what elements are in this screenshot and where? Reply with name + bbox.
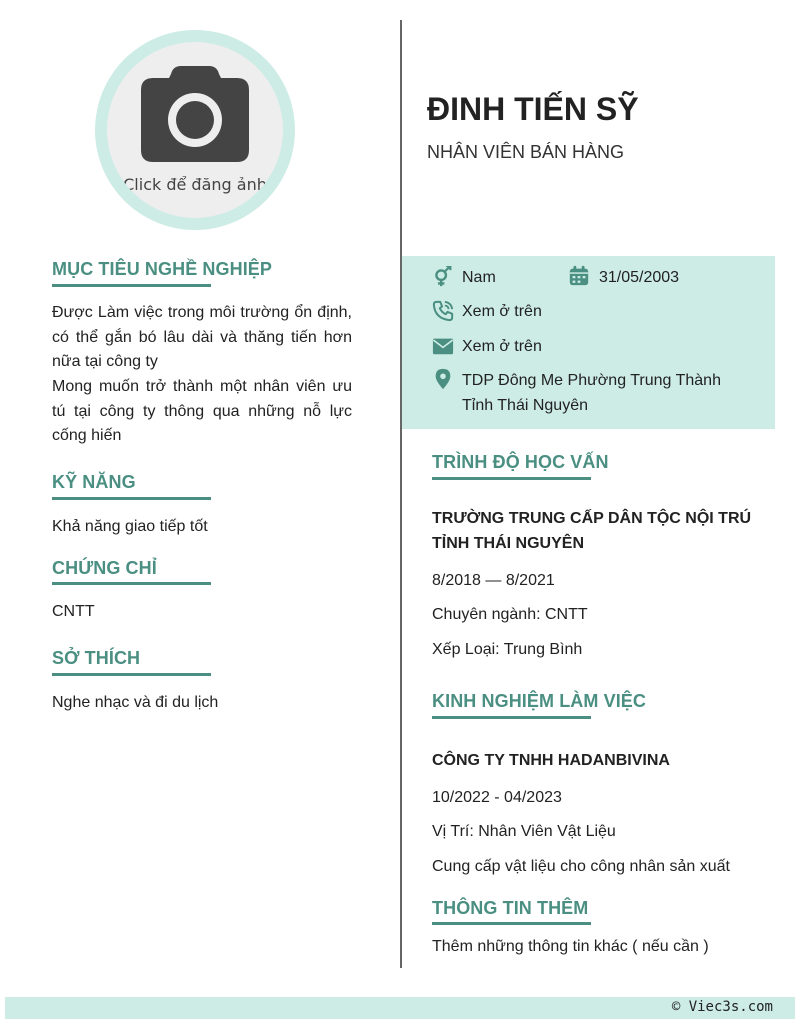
contact-panel <box>402 256 775 429</box>
education-major: Chuyên ngành: CNTT <box>432 606 588 623</box>
experience-underline <box>432 716 591 719</box>
hobbies-text: Nghe nhạc và đi du lịch <box>52 694 219 711</box>
candidate-job-title: NHÂN VIÊN BÁN HÀNG <box>427 142 625 162</box>
skills-text: Khả năng giao tiếp tốt <box>52 518 208 535</box>
hobbies-title: SỞ THÍCH <box>52 648 141 668</box>
education-grade: Xếp Loại: Trung Bình <box>432 641 583 658</box>
education-underline <box>432 477 591 480</box>
additional-info-title: THÔNG TIN THÊM <box>432 898 589 918</box>
camera-icon <box>141 66 249 162</box>
calendar-icon <box>568 265 590 287</box>
objective-line-2: Mong muốn trở thành một nhân viên ưu tú tại công ty thông qua những nỗ lực cống hiến <box>52 378 352 445</box>
address-line-1: TDP Đông Me Phường Trung Thành <box>462 372 721 389</box>
experience-description: Cung cấp vật liệu cho công nhân sản xuất <box>432 858 730 875</box>
avatar-upload-area[interactable] <box>107 42 283 218</box>
school-name-line-1: TRƯỜNG TRUNG CẤP DÂN TỘC NỘI TRÚ <box>432 510 752 527</box>
skills-underline <box>52 497 211 500</box>
company-name: CÔNG TY TNHH HADANBIVINA <box>432 752 670 769</box>
phone-value: Xem ở trên <box>462 303 542 320</box>
column-divider <box>400 20 402 968</box>
candidate-name: ĐINH TIẾN SỸ <box>427 91 639 127</box>
birthdate-value: 31/05/2003 <box>599 269 680 286</box>
experience-position: Vị Trí: Nhân Viên Vật Liệu <box>432 823 616 840</box>
footer-credit[interactable]: © Viec3s.com <box>671 999 773 1015</box>
objective-underline <box>52 284 211 287</box>
experience-title: KINH NGHIỆM LÀM VIỆC <box>432 691 647 711</box>
certificates-text: CNTT <box>52 603 95 620</box>
phone-icon <box>432 300 454 322</box>
objective-line-1: Được Làm việc trong môi trường ổn định, có thể gắn bó lâu dài và thăng tiến hơn nữa tại công ty <box>52 304 352 371</box>
skills-title: KỸ NĂNG <box>52 472 136 492</box>
experience-period: 10/2022 - 04/2023 <box>432 789 562 806</box>
upload-photo-caption: Click để đăng ảnh <box>123 175 267 194</box>
education-period: 8/2018 — 8/2021 <box>432 572 555 589</box>
avatar-frame[interactable] <box>95 30 295 230</box>
gender-value: Nam <box>462 269 496 286</box>
certificates-title: CHỨNG CHỈ <box>52 558 157 578</box>
school-name-line-2: TỈNH THÁI NGUYÊN <box>432 535 584 552</box>
gender-icon <box>432 266 454 288</box>
address-line-2: Tỉnh Thái Nguyên <box>462 397 588 414</box>
envelope-icon <box>432 335 454 357</box>
location-pin-icon <box>432 368 454 390</box>
certificates-underline <box>52 582 211 585</box>
additional-info-text: Thêm những thông tin khác ( nếu cần ) <box>432 938 709 955</box>
additional-info-underline <box>432 922 591 925</box>
hobbies-underline <box>52 673 211 676</box>
email-value: Xem ở trên <box>462 338 542 355</box>
objective-title: MỤC TIÊU NGHỀ NGHIỆP <box>52 259 273 279</box>
footer-bar <box>5 997 795 1019</box>
education-title: TRÌNH ĐỘ HỌC VẤN <box>432 452 609 472</box>
